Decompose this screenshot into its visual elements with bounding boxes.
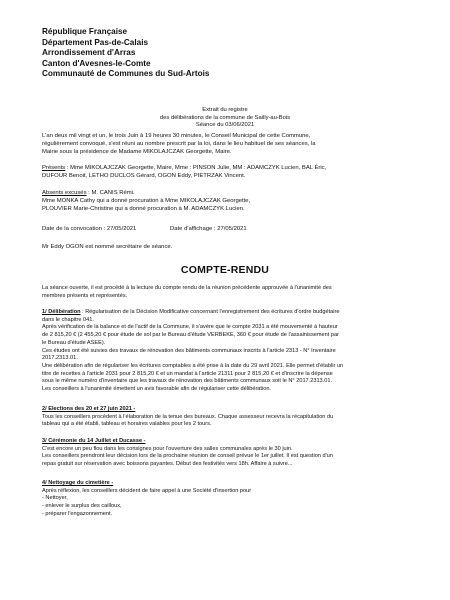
opening-line: membres présents et représentés. [42, 292, 128, 299]
section-line: 2017.2313.01. [42, 355, 78, 362]
intro-paragraph [42, 133, 408, 156]
header-line: République Française [42, 27, 128, 36]
affichage-date: Date d'affichage : 27/05/2021 [170, 226, 247, 232]
section-cimetiere-heading: 4/ Nettoyage du cimetière - [42, 480, 114, 486]
absents-line: PLOUVIER Marie-Christine qui a donné procuration à M. ADAMCZYK Lucien. [42, 205, 245, 212]
header-line: Département Pas-de-Calais [42, 37, 149, 47]
presents-line: DUFOUR Benoit, LETHO DUCLOS Gérard, OGON Eddy, PIETRZAK Vincent. [42, 172, 246, 179]
section-elections [42, 406, 408, 429]
section-ceremonie [42, 438, 408, 469]
section-line: repas gratuit sur réservation avec boissons payantes. Début des festivités vers 18h. Affaire à suivre... [42, 461, 293, 468]
extract-line: Extrait du registre [202, 107, 248, 113]
page-title: COMPTE-RENDU [180, 264, 270, 276]
section-ceremonie-heading: 3/ Cérémonie du 14 Juillet et Ducasse - [42, 438, 146, 444]
section-line: Les conseillers à l'unanimité émettent un avis favorable afin de régulariser cette délibération. [42, 386, 271, 393]
absents-label: Absents excusés [42, 190, 87, 196]
intro-line: L'an deux mil vingt et un, le trois Juin à 19 heures 30 minutes, le Conseil Municipal de cette Commune, [42, 133, 311, 139]
section-line: Après réflexion, les conseillers décident de faire appel à une Société d'insertion pour [42, 487, 252, 494]
absents-paragraph [42, 190, 408, 213]
absents-line: Mme MONKA Cathy qui a donné procuration à Mme MIKOLAJCZAK Georgette, [42, 197, 251, 204]
extract-line: Séance du 03/06/2021 [195, 122, 255, 129]
secretary-paragraph: Mr Eddy OGON est nommé secrétaire de séance. [42, 244, 173, 250]
presents-paragraph [42, 165, 408, 181]
section-line: dans le chapitre 041. [42, 316, 94, 323]
section-line: sous le même numéro d'inventaire que les travaux de rénovation des bâtiments communaux soit le N° 2017.2313.01. [42, 378, 332, 385]
section-line: C'est encore un peu flou dans les consignes pour l'ouverture des salles communales après le 30 juin. [42, 445, 293, 452]
section-cimetiere [42, 480, 408, 519]
section-line: - Nettoyer, [42, 495, 68, 502]
section-line: - préparer l'engazonnement. [42, 510, 113, 517]
document-header [42, 27, 209, 80]
header-line: Communauté de Communes du Sud-Artois [42, 69, 210, 79]
section-line: : Régularisation de la Décision Modificative concernant l'enregistrement des écritures d'ordre budgétaire [80, 309, 340, 315]
section-line: le Bureau d'étude ASEE). [42, 339, 106, 346]
section-line: Tous les conseillers procèdent à l'élaboration de la tenue des bureaux. Chaque assesseur recevra la récapitulation du [42, 413, 334, 420]
presents-line: : Mme MIKOLAJCZAK Georgette, Maire, Mme : PINSON Julie, MM : ADAMCZYK Lucien, BAL Éric, [65, 165, 327, 171]
dates-paragraph [42, 226, 408, 234]
section-line: tableau qui a été établi, tableau et horaires valables pour les 2 tours. [42, 421, 212, 428]
presents-label: Présents [42, 165, 66, 171]
section-elections-heading: 2/ Elections des 20 et 27 juin 2021 - [42, 406, 136, 412]
convocation-date: Date de la convocation : 27/05/2021 [42, 226, 137, 232]
absents-line: : M. CANIS Rémi. [86, 190, 135, 196]
intro-line: régulièrement convoqué, s'est réuni au nombre prescrit par la loi, dans le lieu habituel de ses séances, la [42, 140, 316, 147]
opening-paragraph [42, 285, 408, 300]
section-line: Les conseillers prendront leur décision lors de la prochaine réunion de conseil prévue le 1er juillet. Il est question d'un [42, 453, 333, 460]
section-deliberation [42, 309, 408, 394]
section-line: Une délibération afin de régulariser les écritures comptables a été prise à la date du 29 avril 2021. Elle permet d'établir un [42, 362, 344, 369]
section-line: Après vérification de la balance et de l'actif de la Commune, il s'avère que le compte 2031 a été mouvementé à hauteur [42, 324, 338, 331]
extract-block [0, 107, 450, 130]
opening-line: La séance ouverte, il est procédé à la lecture du compte rendu de la réunion précédente approuvée à l'unanimité des [42, 285, 332, 291]
extract-line: des délibérations de la commune de Sailly-au-Bois [159, 114, 291, 121]
section-line: Ces études ont été suivies des travaux de rénovation des bâtiments communaux inscrits à l'article 2313 - N° Inventaire [42, 347, 336, 354]
section-line: de 2 815,20 € (2 455,20 € pour étude de sol par le Bureau d'étude VERBEKE, 360 € pour étude de l'assainissement par [42, 332, 339, 339]
section-deliberation-heading: 1/ Délibération [42, 309, 81, 315]
intro-line: Mairie sous la présidence de Madame MIKOLAJCZAK Georgette, Maire. [42, 148, 232, 155]
section-line: - enlever le surplus des cailloux, [42, 503, 122, 510]
header-line: Arrondissement d'Arras [42, 48, 136, 58]
header-line: Canton d'Avesnes-le-Comte [42, 58, 151, 68]
section-line: titre de recettes à l'article 2031 pour 2 815,20 € et un mandat à l'article 21311 pour 2 815,20 € et d'inscrire la dépense [42, 370, 333, 377]
